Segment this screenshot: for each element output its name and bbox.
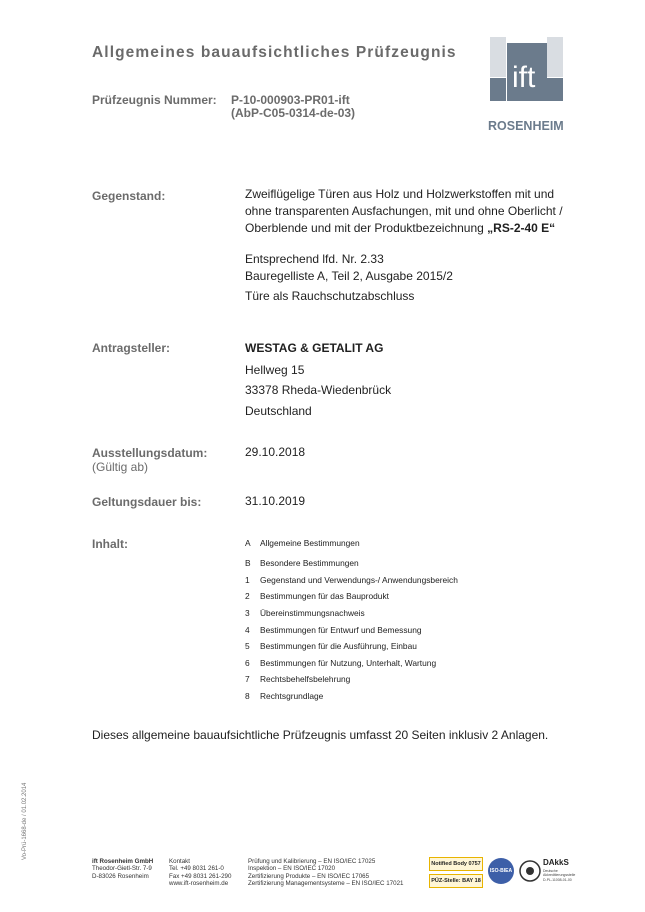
footer-company-name: ift Rosenheim GmbH [92, 858, 154, 865]
gegenstand-text [245, 186, 585, 237]
geltung-label: Geltungsdauer bis: [92, 495, 202, 509]
geltung-value: 31.10.2019 [245, 494, 306, 508]
toc-item [245, 691, 323, 701]
toc-key: 6 [245, 658, 250, 668]
page-title: Allgemeines bauaufsichtliches Prüfzeugnis [92, 44, 457, 61]
gegenstand-line2: ohne transparenten Ausfachungen, mit und ohne Oberlicht / [245, 204, 563, 218]
toc-key: 8 [245, 691, 250, 701]
toc-key: 2 [245, 591, 250, 601]
company-country: Deutschland [245, 404, 312, 418]
ausstellung-label: Ausstellungsdatum: [92, 446, 208, 460]
toc-text: Allgemeine Bestimmungen [260, 538, 360, 548]
toc-item [245, 558, 359, 568]
toc-item [245, 538, 360, 548]
toc-text: Bestimmungen für das Bauprodukt [260, 591, 389, 601]
footer-contact [169, 858, 231, 888]
gegenstand-line1: Zweiflügelige Türen aus Holz und Holzwerkstoffen mit und [245, 187, 555, 201]
footer-acc-1: Prüfung und Kalibrierung – EN ISO/IEC 17025 [248, 858, 376, 865]
toc-text: Bestimmungen für Entwurf und Bemessung [260, 625, 422, 635]
toc-key: B [245, 558, 251, 568]
toc-key: 5 [245, 641, 250, 651]
gegenstand-label: Gegenstand: [92, 189, 166, 203]
ref-line2: Bauregelliste A, Teil 2, Ausgabe 2015/2 [245, 269, 453, 283]
dakks-eagle-icon [519, 856, 541, 886]
footer-website[interactable]: www.ift-rosenheim.de [169, 880, 229, 888]
toc-text: Besondere Bestimmungen [260, 558, 359, 568]
toc-text: Bestimmungen für Nutzung, Unterhalt, Wartung [260, 658, 437, 668]
toc-item [245, 641, 417, 651]
logo-block-right [547, 37, 563, 77]
footer-acc-2: Inspektion – EN ISO/IEC 17020 [248, 865, 336, 873]
logo-block-top [490, 37, 506, 77]
toc-text: Übereinstimmungsnachweis [260, 608, 365, 618]
toc-text: Rechtsgrundlage [260, 691, 324, 701]
gegenstand-line3 [245, 220, 585, 237]
summary-text: Dieses allgemeine bauaufsichtliche Prüfzeugnis umfasst 20 Seiten inklusiv 2 Anlagen. [92, 728, 549, 742]
number-value: P-10-000903-PR01-ift [231, 93, 350, 107]
company-name: WESTAG & GETALIT AG [245, 341, 384, 355]
toc-item [245, 658, 436, 668]
ausstellung-sublabel: (Gültig ab) [92, 460, 149, 474]
logo-city-text: ROSENHEIM [488, 119, 564, 133]
product-name: „RS-2-40 E“ [487, 221, 556, 235]
ausstellung-value: 29.10.2018 [245, 445, 306, 459]
footer-contact-label: Kontakt [169, 858, 190, 865]
number-label: Prüfzeugnis Nummer: [92, 93, 217, 107]
number-sub: (AbP-C05-0314-de-03) [231, 106, 356, 120]
logo-ift-text: ift [512, 61, 536, 94]
footer-accreditations [248, 858, 403, 888]
company-city: 33378 Rheda-Wiedenbrück [245, 383, 392, 397]
footer-company-street: Theodor-Gietl-Str. 7-9 [92, 865, 152, 873]
toc-text: Bestimmungen für die Ausführung, Einbau [260, 641, 417, 651]
iso-badge-icon: ISO-BIEA [488, 858, 514, 884]
footer-company [92, 858, 153, 880]
toc-item [245, 625, 422, 635]
logo-block-left2 [547, 78, 563, 101]
toc-key: 1 [245, 575, 250, 585]
notified-body-badge: Notified Body 0757 [429, 857, 483, 871]
toc-item [245, 591, 389, 601]
dakks-number: D-PL-11008-01-00 [543, 878, 572, 882]
toc-key: A [245, 538, 251, 548]
toc-item [245, 674, 350, 684]
footer-acc-4: Zertifizierung Managementsysteme – EN ISO/IEC 17021 [248, 880, 404, 888]
footer-acc-3: Zertifizierung Produkte – EN ISO/IEC 17065 [248, 872, 370, 880]
footer-phone: Tel. +49 8031 261-0 [169, 865, 224, 873]
ift-logo [487, 37, 570, 135]
company-street: Hellweg 15 [245, 363, 305, 377]
toc-item [245, 575, 458, 585]
puz-stelle-badge: PÜZ-Stelle: BAY 18 [429, 874, 483, 888]
toc-text: Gegenstand und Verwendungs-/ Anwendungsbereich [260, 575, 458, 585]
gegenstand-ref [245, 251, 453, 305]
toc-key: 4 [245, 625, 250, 635]
logo-block-left [490, 78, 506, 101]
toc-item [245, 608, 365, 618]
footer-company-city: D-83026 Rosenheim [92, 872, 149, 880]
document-code: Vo-Prü-1668-de / 01.02.2014 [22, 782, 28, 860]
dakks-label: DAkkS [543, 858, 569, 867]
dakks-sub: Deutsche Akkreditierungsstelle [543, 869, 576, 877]
toc-text: Rechtsbehelfsbelehrung [260, 674, 351, 684]
toc-key: 7 [245, 674, 250, 684]
gegenstand-line3-prefix: Oberblende und mit der Produktbezeichnung [245, 221, 488, 235]
footer-fax: Fax +49 8031 261-290 [169, 872, 232, 880]
antragsteller-label: Antragsteller: [92, 341, 171, 355]
ift-logo-graphic [487, 37, 570, 135]
inhalt-label: Inhalt: [92, 537, 128, 551]
toc-key: 3 [245, 608, 250, 618]
ref-line1: Entsprechend lfd. Nr. 2.33 [245, 252, 384, 266]
ref-line3: Türe als Rauchschutzabschluss [245, 289, 415, 303]
